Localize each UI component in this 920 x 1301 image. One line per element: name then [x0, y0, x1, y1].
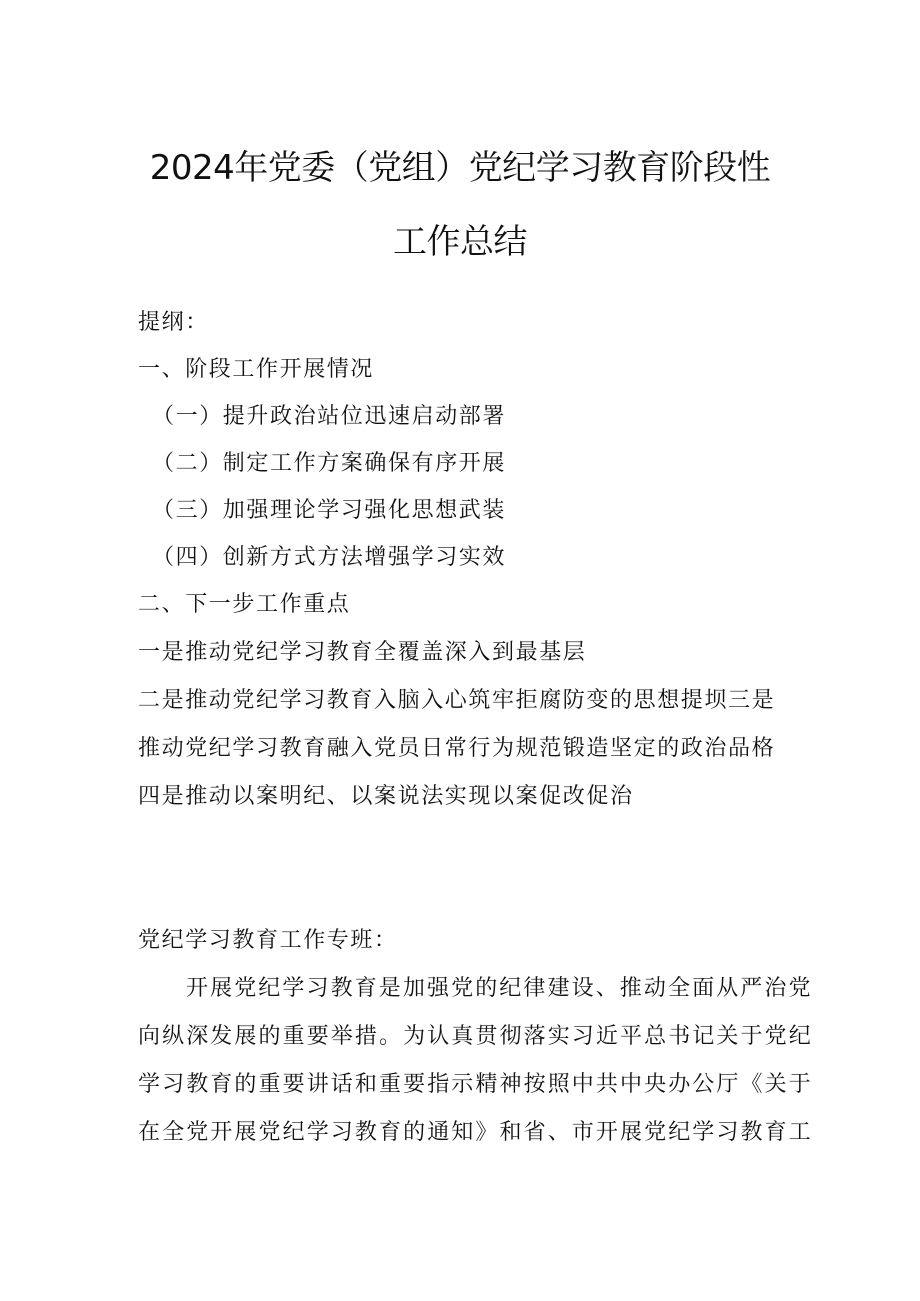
outline-item-4: （四）创新方式方法增强学习实效 [152, 545, 507, 570]
outline-item-3: （三）加强理论学习强化思想武装 [152, 498, 507, 523]
addressee-line: 党纪学习教育工作专班： [138, 928, 398, 953]
outline-heading: 提纲： [138, 310, 209, 335]
paragraph-line-3: 学习教育的重要讲话和重要指示精神按照中共中央办公厅《关于 [138, 1072, 813, 1097]
document-title-line-1: 2024年党委（党组）党纪学习教育阶段性 [149, 148, 771, 188]
outline-point-2: 二是推动党纪学习教育入脑入心筑牢拒腐防变的思想提坝三是 [138, 688, 776, 713]
outline-item-1: （一）提升政治站位迅速启动部署 [152, 404, 507, 429]
paragraph-line-2: 向纵深发展的重要举措。为认真贯彻落实习近平总书记关于党纪 [138, 1024, 813, 1049]
outline-point-4: 四是推动以案明纪、以案说法实现以案促改促治 [138, 784, 634, 809]
outline-section-1: 一、阶段工作开展情况 [138, 357, 375, 382]
document-title-line-2: 工作总结 [393, 222, 527, 262]
paragraph-line-1: 开展党纪学习教育是加强党的纪律建设、推动全面从严治党 [186, 976, 813, 1001]
outline-point-3: 推动党纪学习教育融入党员日常行为规范锻造坚定的政治品格 [138, 736, 776, 761]
outline-point-1: 一是推动党纪学习教育全覆盖深入到最基层 [138, 640, 587, 665]
outline-item-2: （二）制定工作方案确保有序开展 [152, 451, 507, 476]
paragraph-line-4: 在全党开展党纪学习教育的通知》和省、市开展党纪学习教育工 [138, 1120, 813, 1145]
outline-section-2: 二、下一步工作重点 [138, 592, 351, 617]
